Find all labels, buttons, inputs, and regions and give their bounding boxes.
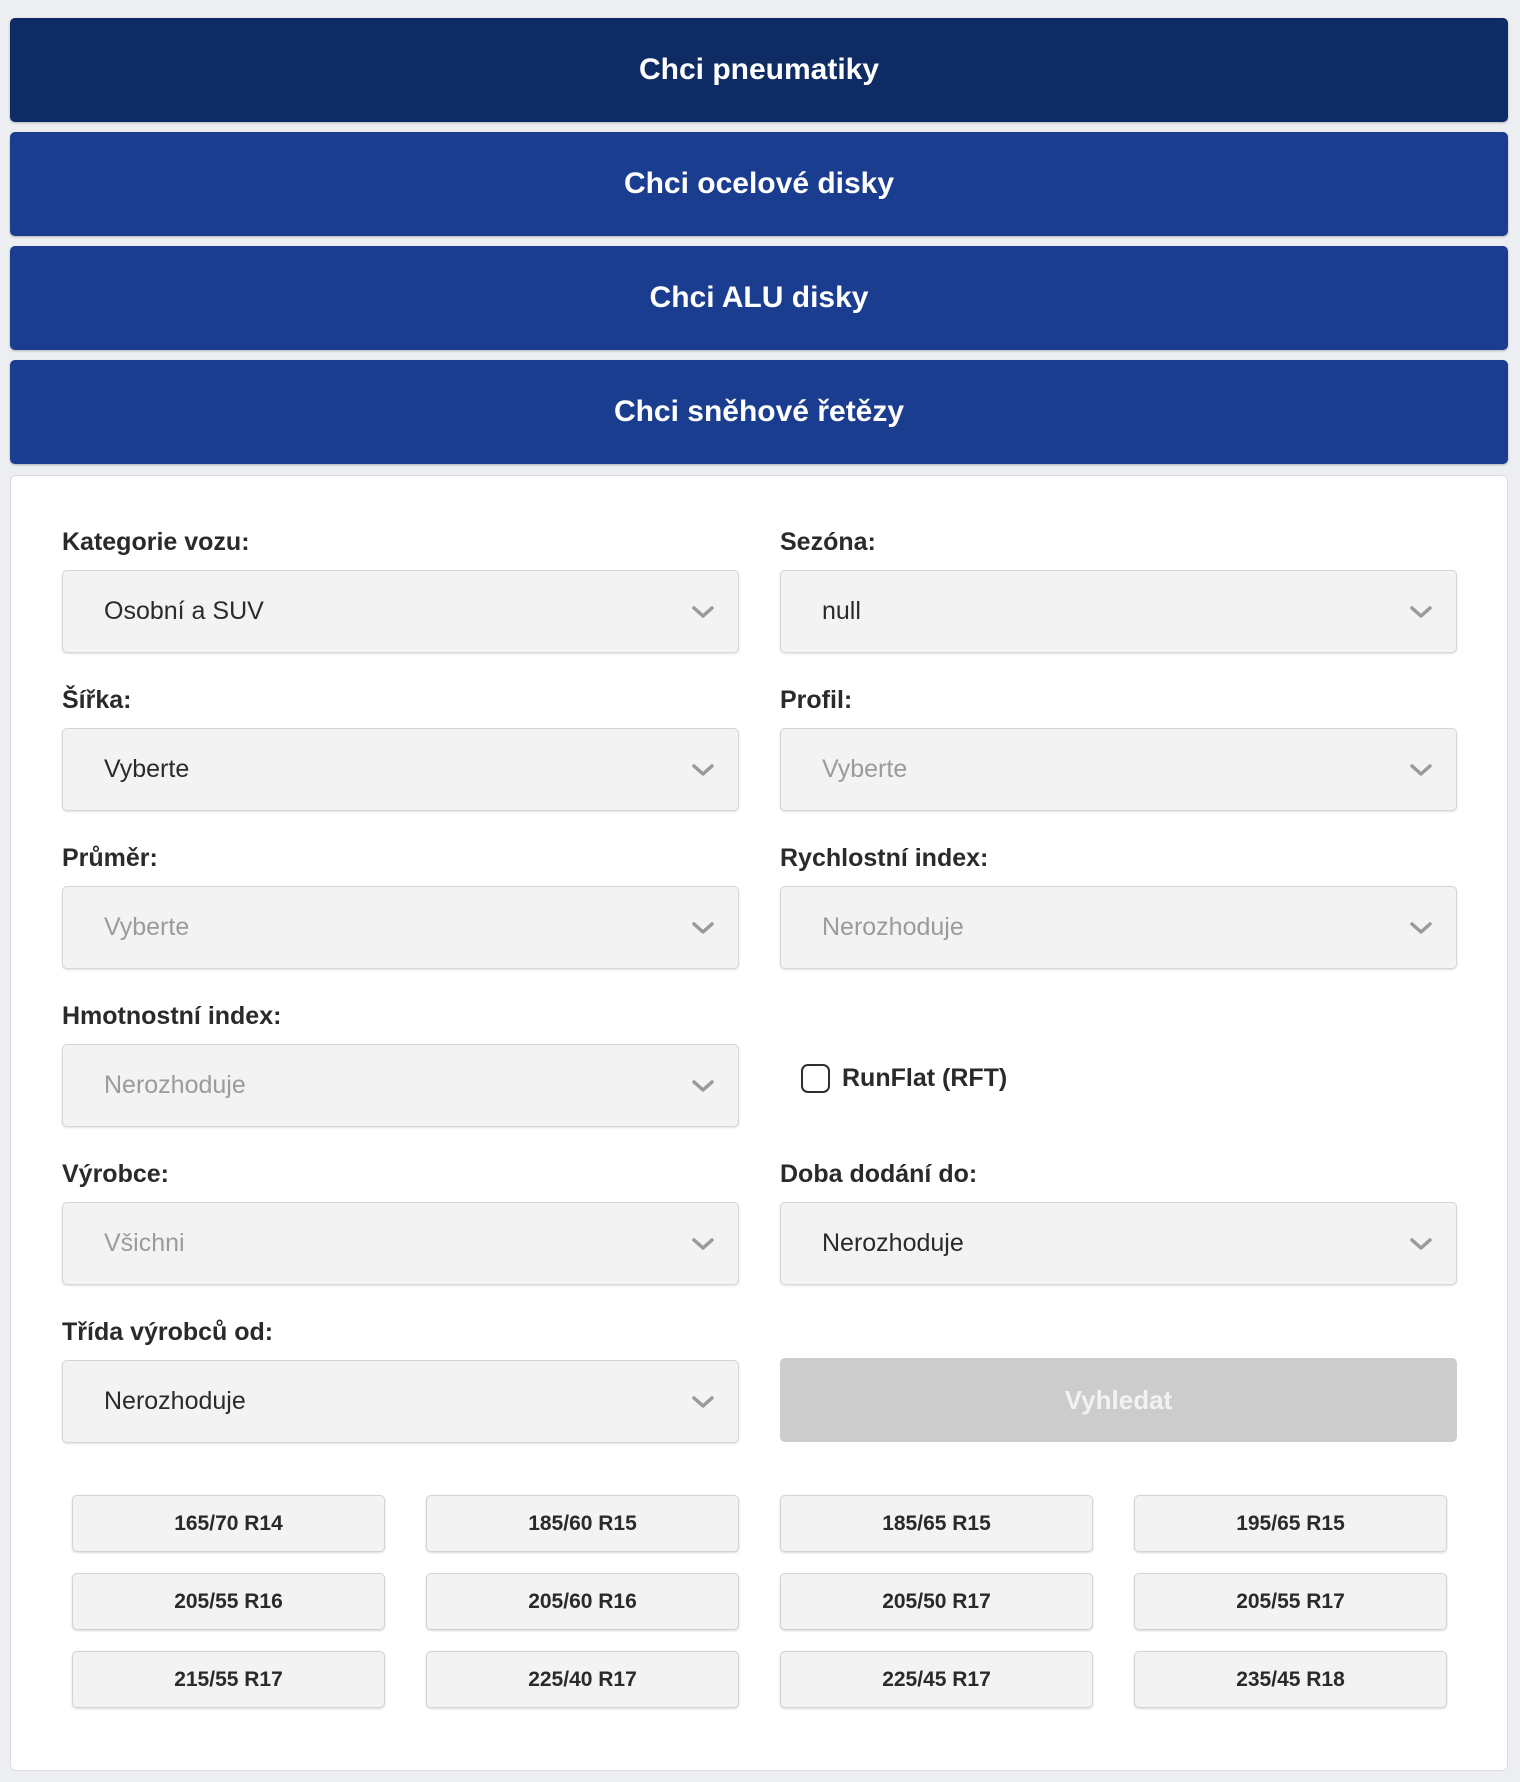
doba-label: Doba dodání do:: [780, 1160, 978, 1188]
quick-size-button[interactable]: 205/60 R16: [426, 1573, 739, 1630]
chevron-down-icon: [690, 1078, 716, 1094]
quick-size-button[interactable]: 235/45 R18: [1134, 1651, 1447, 1708]
runflat-checkbox[interactable]: [801, 1064, 830, 1093]
vyrobce-select[interactable]: [62, 1202, 739, 1285]
chevron-down-icon: [690, 920, 716, 936]
runflat-option[interactable]: [801, 1064, 1007, 1093]
kategorie-select[interactable]: [62, 570, 739, 653]
quick-size-button[interactable]: 185/65 R15: [780, 1495, 1093, 1552]
quick-size-button[interactable]: 165/70 R14: [72, 1495, 385, 1552]
tab-ocelove-disky[interactable]: Chci ocelové disky: [10, 132, 1508, 236]
chevron-down-icon: [690, 1236, 716, 1252]
vyrobce-label: Výrobce:: [62, 1160, 169, 1188]
quick-size-button[interactable]: 225/40 R17: [426, 1651, 739, 1708]
vyrobce-value: Všichni: [104, 1229, 185, 1257]
sirka-label: Šířka:: [62, 686, 132, 714]
tab-snehove-retezy[interactable]: Chci sněhové řetězy: [10, 360, 1508, 464]
rychlostni-value: Nerozhoduje: [822, 913, 964, 941]
doba-value: Nerozhoduje: [822, 1229, 964, 1257]
tab-pneumatiky[interactable]: Chci pneumatiky: [10, 18, 1508, 122]
quick-size-button[interactable]: 205/55 R17: [1134, 1573, 1447, 1630]
search-button[interactable]: Vyhledat: [780, 1358, 1457, 1442]
quick-size-button[interactable]: 205/50 R17: [780, 1573, 1093, 1630]
trida-select[interactable]: [62, 1360, 739, 1443]
hmotnostni-value: Nerozhoduje: [104, 1071, 246, 1099]
rychlostni-label: Rychlostní index:: [780, 844, 989, 872]
quick-size-button[interactable]: 215/55 R17: [72, 1651, 385, 1708]
chevron-down-icon: [690, 604, 716, 620]
sezona-select[interactable]: [780, 570, 1457, 653]
profil-select[interactable]: [780, 728, 1457, 811]
quick-size-button[interactable]: 225/45 R17: [780, 1651, 1093, 1708]
trida-value: Nerozhoduje: [104, 1387, 246, 1415]
hmotnostni-label: Hmotnostní index:: [62, 1002, 282, 1030]
quick-size-button[interactable]: 205/55 R16: [72, 1573, 385, 1630]
kategorie-value: Osobní a SUV: [104, 597, 264, 625]
rychlostni-select[interactable]: [780, 886, 1457, 969]
prumer-value: Vyberte: [104, 913, 190, 941]
profil-label: Profil:: [780, 686, 853, 714]
profil-value: Vyberte: [822, 755, 908, 783]
sirka-value: Vyberte: [104, 755, 190, 783]
chevron-down-icon: [1408, 1236, 1434, 1252]
sirka-select[interactable]: [62, 728, 739, 811]
chevron-down-icon: [1408, 920, 1434, 936]
sezona-label: Sezóna:: [780, 528, 876, 556]
chevron-down-icon: [1408, 604, 1434, 620]
trida-label: Třída výrobců od:: [62, 1318, 274, 1346]
tab-alu-disky[interactable]: Chci ALU disky: [10, 246, 1508, 350]
runflat-label: RunFlat (RFT): [842, 1064, 1008, 1092]
doba-select[interactable]: [780, 1202, 1457, 1285]
prumer-label: Průměr:: [62, 844, 158, 872]
kategorie-label: Kategorie vozu:: [62, 528, 250, 556]
chevron-down-icon: [690, 762, 716, 778]
prumer-select[interactable]: [62, 886, 739, 969]
chevron-down-icon: [1408, 762, 1434, 778]
quick-size-button[interactable]: 185/60 R15: [426, 1495, 739, 1552]
chevron-down-icon: [690, 1394, 716, 1410]
sezona-value: null: [822, 597, 861, 625]
quick-size-button[interactable]: 195/65 R15: [1134, 1495, 1447, 1552]
hmotnostni-select[interactable]: [62, 1044, 739, 1127]
